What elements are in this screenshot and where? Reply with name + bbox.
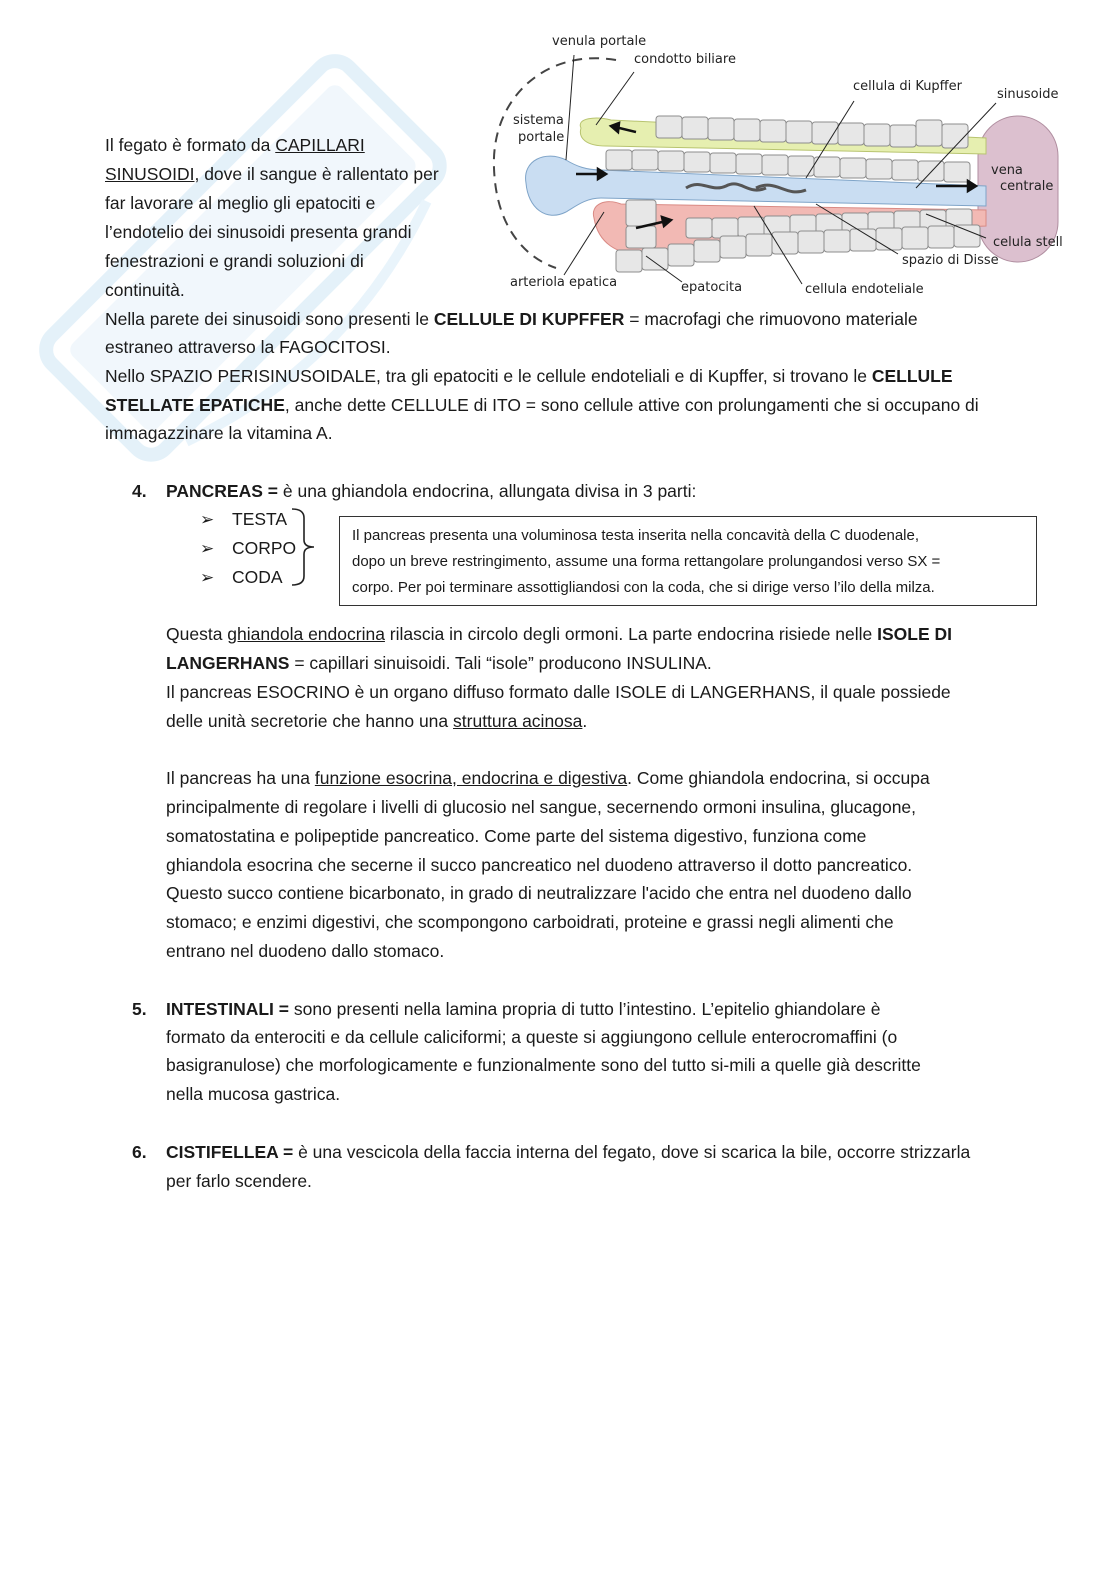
pancreas-part-corpo: CORPO: [232, 538, 297, 558]
pancreas-heading: PANCREAS = è una ghiandola endocrina, allungata divisa in 3 parti:: [166, 481, 697, 501]
label-portale: portale: [518, 130, 565, 145]
cistifellea-line-1: CISTIFELLEA = è una vescicola della faccia interna del fegato, dove si scarica la bile, occorre strizzarla: [166, 1142, 971, 1162]
pancreas-p2-line-1: Il pancreas ESOCRINO è un organo diffuso formato dalle ISOLE di LANGERHANS, il quale possiede: [166, 682, 951, 702]
label-cellula-stellata: celula stell: [993, 235, 1063, 250]
pancreas-p3-line-6: stomaco; e enzimi digestivi, che scompongono carboidrati, proteine e grassi negli alimenti che: [166, 912, 894, 932]
intro-line-5: fenestrazioni e grandi soluzioni di: [105, 251, 364, 271]
label-sistema: sistema: [513, 113, 564, 128]
label-cellula-endoteliale: cellula endoteliale: [805, 282, 924, 297]
pancreas-p1-line-2: LANGERHANS = capillari sinuisoidi. Tali “isole” producono INSULINA.: [166, 653, 712, 673]
label-sinusoide: sinusoide: [997, 87, 1059, 102]
arrow-bullet-icon: ➢: [200, 510, 215, 529]
label-spazio-disse: spazio di Disse: [902, 253, 999, 268]
ito-line-2: STELLATE EPATICHE, anche dette CELLULE di ITO = sono cellule attive con prolungamenti che si occupano di: [105, 395, 979, 415]
pancreas-p3-line-5: Questo succo contiene bicarbonato, in grado di neutralizzare l'acido che entra nel duodeno dallo: [166, 883, 912, 903]
intro-line-4: l’endotelio dei sinusoidi presenta grandi: [105, 222, 412, 242]
pancreas-p3-line-4: ghiandola esocrina che secerne il succo pancreatico nel duodeno attraverso il dotto pancreatico.: [166, 855, 913, 875]
liver-sinusoid-diagram: [486, 28, 1076, 303]
intro-line-1: Il fegato è formato da CAPILLARI: [105, 135, 365, 155]
arrow-bullet-icon: ➢: [200, 568, 215, 587]
label-centrale: centrale: [1000, 179, 1054, 194]
cistifellea-line-2: per farlo scendere.: [166, 1171, 312, 1191]
intro-line-3: far lavorare al meglio gli epatociti e: [105, 193, 376, 213]
kupffer-line-1: Nella parete dei sinusoidi sono presenti le CELLULE DI KUPFFER = macrofagi che rimuovono materiale: [105, 309, 918, 329]
pancreas-p3-line-7: entrano nel duodeno dallo stomaco.: [166, 941, 445, 961]
curly-brace-icon: [290, 506, 320, 588]
pancreas-p3-line-1: Il pancreas ha una funzione esocrina, endocrina e digestiva. Come ghiandola endocrina, si occupa: [166, 768, 930, 788]
list-number-6: 6.: [132, 1142, 147, 1162]
label-venula-portale: venula portale: [552, 34, 647, 49]
pancreas-p3-line-3: somatostatina e polipeptide pancreatico. Come parte del sistema digestivo, funziona come: [166, 826, 867, 846]
box-line-1: Il pancreas presenta una voluminosa testa inserita nella concavità della C duodenale,: [352, 527, 920, 544]
pancreas-description-box: [339, 516, 1037, 606]
pancreas-part-coda: CODA: [232, 567, 283, 587]
label-cellula-kupffer: cellula di Kupffer: [853, 79, 962, 94]
pancreas-part-testa: TESTA: [232, 509, 288, 529]
list-number-5: 5.: [132, 999, 147, 1019]
list-number-4: 4.: [132, 481, 147, 501]
arrow-bullet-icon: ➢: [200, 539, 215, 558]
intro-line-6: continuità.: [105, 280, 185, 300]
intestinali-line-3: basigranulose) che morfologicamente e funzionalmente sono del tutto si-mili a quelle già descritte: [166, 1055, 921, 1075]
pancreas-p2-line-2: delle unità secretorie che hanno una struttura acinosa.: [166, 711, 588, 731]
box-line-2: dopo un breve restringimento, assume una forma rettangolare prolungandosi verso SX =: [352, 553, 941, 570]
ito-line-3: immagazzinare la vitamina A.: [105, 423, 333, 443]
label-arteriola-epatica: arteriola epatica: [510, 275, 618, 290]
intro-line-2: SINUSOIDI, dove il sangue è rallentato per: [105, 164, 439, 184]
box-line-3: corpo. Per poi terminare assottigliandosi con la coda, che si dirige verso l’ilo della milza.: [352, 579, 935, 596]
label-condotto-biliare: condotto biliare: [634, 52, 736, 67]
pancreas-p3-line-2: principalmente di regolare i livelli di glucosio nel sangue, secernendo ormoni insulina, glucagone,: [166, 797, 917, 817]
label-epatocita: epatocita: [681, 280, 743, 295]
kupffer-line-2: estraneo attraverso la FAGOCITOSI.: [105, 337, 391, 357]
intestinali-line-1: INTESTINALI = sono presenti nella lamina propria di tutto l’intestino. L’epitelio ghiandolare è: [166, 999, 881, 1019]
intestinali-line-4: nella mucosa gastrica.: [166, 1084, 341, 1104]
ito-line-1: Nello SPAZIO PERISINUSOIDALE, tra gli epatociti e le cellule endoteliali e di Kupffer, si trovano le CELLULE: [105, 366, 953, 386]
label-vena: vena: [991, 163, 1023, 178]
pancreas-p1-line-1: Questa ghiandola endocrina rilascia in circolo degli ormoni. La parte endocrina risiede nelle ISOLE DI: [166, 624, 953, 644]
intestinali-line-2: formato da enterociti e da cellule caliciformi; a queste si aggiungono cellule enterocromaffini (o: [166, 1027, 898, 1047]
